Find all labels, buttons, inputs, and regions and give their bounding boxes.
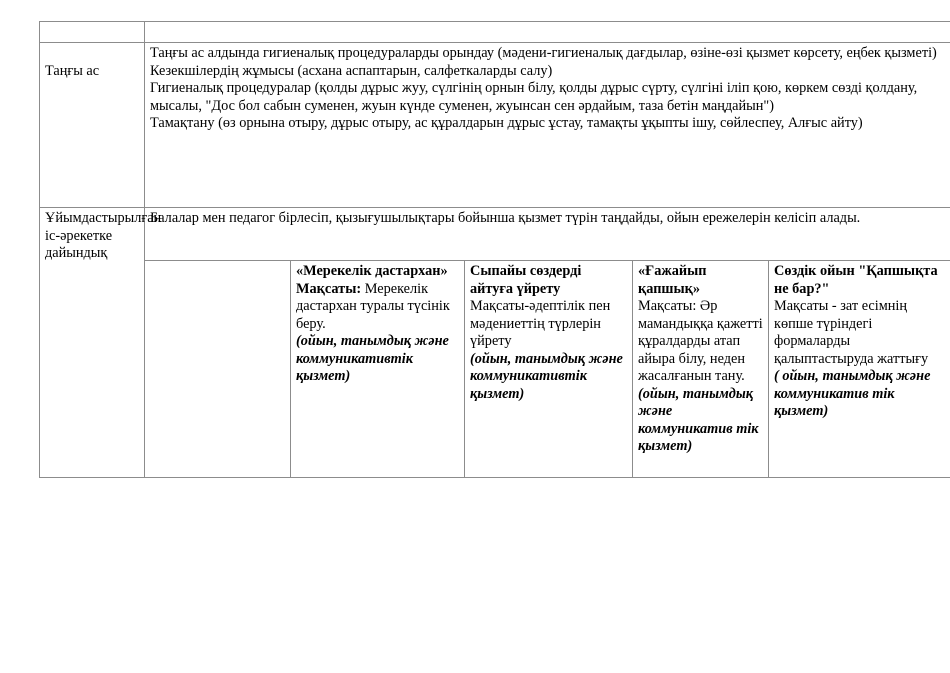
games-row	[40, 261, 950, 478]
game-3-activity: (ойын, танымдық және коммуникатив тік қызмет)	[638, 385, 759, 454]
game-2-goal: Мақсаты-әдептілік пен мәдениеттің түрлерін үйрету	[470, 298, 611, 349]
game-1-activity: (ойын, танымдық және коммуникативтік қызмет)	[296, 333, 449, 384]
header-row	[40, 22, 950, 43]
breakfast-line-1: Таңғы ас алдында гигиеналық процедураларды орындау (мәдени-гигиеналық дағдылар, өзіне-өзі қызмет көрсету, еңбек қызметі)	[150, 45, 937, 61]
game-cell-1	[291, 261, 465, 478]
header-cell-content	[145, 22, 950, 43]
breakfast-line-4: Тамақтану (өз орнына отыру, дұрыс отыру, ас құралдарын дұрыс ұстау, тамақты ұқыпты ішу, сөйлеспеу, Алғыс айту)	[150, 115, 863, 131]
preparation-label: Ұйымдастырылған іс-әрекетке дайындық	[40, 208, 145, 478]
game-1-goal: Мерекелік дастархан туралы түсінік беру.	[296, 280, 450, 332]
game-cell-2	[465, 261, 633, 478]
breakfast-content	[145, 43, 950, 208]
game-4-goal: Мақсаты - зат есімнің көпше түріндегі формаларды қалыптастыруда жаттығу	[774, 298, 929, 367]
game-4-activity: ( ойын, танымдық және коммуникатив тік қызмет)	[774, 368, 931, 419]
schedule-table	[39, 21, 950, 478]
game-4-title: Сөздік ойын "Қапшықта не бар?"	[774, 263, 938, 297]
games-empty-cell	[145, 261, 291, 478]
header-cell-label	[40, 22, 145, 43]
game-3-title: «Ғажайып қапшық»	[638, 263, 707, 297]
game-2-activity: (ойын, танымдық және коммуникативтік қызмет)	[470, 350, 623, 402]
game-3-goal: Мақсаты: Әр мамандыққа қажетті құралдарды атап айыра білу, неден жасалғанын тану.	[638, 298, 763, 384]
game-1-title: «Мерекелік дастархан»	[296, 263, 448, 279]
breakfast-line-3: Гигиеналық процедуралар (қолды дұрыс жуу, сүлгінің орнын білу, қолды дұрыс сүрту, сүлгіні іліп қою, көркем сөзді қолдану, мысалы, "Дос бол сабын суменен, жуын күнде суменен, жуынсан сен әрдайым, таза бетін маңдайын")	[150, 80, 918, 114]
preparation-row	[40, 208, 950, 261]
game-2-title: Сыпайы сөздерді айтуға үйрету	[470, 263, 582, 297]
breakfast-label: Таңғы ас	[40, 43, 145, 208]
breakfast-line-2: Кезекшілердің жұмысы (асхана аспаптарын, салфеткаларды салу)	[150, 62, 553, 79]
game-cell-4	[769, 261, 950, 478]
game-1-goal-label: Мақсаты:	[296, 280, 362, 297]
preparation-text: Балалар мен педагог бірлесіп, қызығушылықтары бойынша қызмет түрін таңдайды, ойын ережелерін келісіп алады.	[145, 208, 950, 261]
breakfast-row	[40, 43, 950, 208]
game-cell-3	[633, 261, 769, 478]
